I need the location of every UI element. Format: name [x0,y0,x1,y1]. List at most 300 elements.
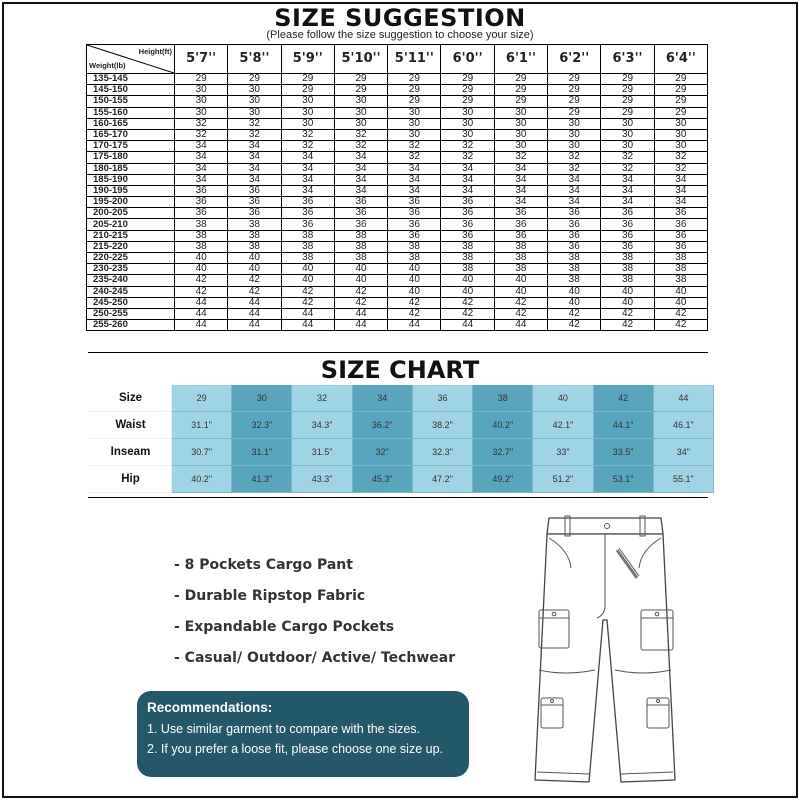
suggested-size-cell: 40 [175,264,228,275]
suggested-size-cell: 42 [228,286,281,297]
suggested-size-cell: 36 [601,241,654,252]
height-header: 5'7'' [175,45,228,74]
table-row [87,264,708,275]
table-row [87,241,708,252]
suggested-size-cell: 30 [548,118,601,129]
suggested-size-cell: 44 [334,308,387,319]
suggested-size-cell: 38 [494,241,547,252]
suggested-size-cell: 40 [281,264,334,275]
suggested-size-cell: 38 [388,241,441,252]
suggested-size-cell: 42 [228,275,281,286]
suggested-size-cell: 42 [601,320,654,331]
height-header: 5'11'' [388,45,441,74]
suggested-size-cell: 34 [281,174,334,185]
suggested-size-cell: 36 [654,208,707,219]
suggested-size-cell: 42 [334,297,387,308]
suggested-size-cell: 34 [654,197,707,208]
size-chart-cell: 55.1" [654,466,714,493]
suggested-size-cell: 32 [494,152,547,163]
suggested-size-cell: 42 [281,286,334,297]
size-chart-cell: 30.7" [172,439,232,466]
suggested-size-cell: 36 [175,197,228,208]
suggested-size-cell: 44 [441,320,494,331]
size-chart-cell: 32 [292,385,352,412]
size-suggestion-table [86,44,708,331]
weight-range-cell: 190-195 [87,185,175,196]
suggested-size-cell: 30 [494,118,547,129]
suggested-size-cell: 32 [334,129,387,140]
suggested-size-cell: 44 [281,320,334,331]
suggested-size-cell: 36 [441,197,494,208]
suggested-size-cell: 40 [601,297,654,308]
feature-list [174,557,455,681]
height-header: 6'3'' [601,45,654,74]
suggested-size-cell: 32 [281,129,334,140]
suggested-size-cell: 38 [388,253,441,264]
weight-axis-label: Weight(lb) [89,61,126,70]
suggested-size-cell: 38 [548,264,601,275]
suggested-size-cell: 29 [281,74,334,85]
size-chart-cell: 30 [232,385,292,412]
suggested-size-cell: 29 [441,74,494,85]
suggested-size-cell: 34 [281,185,334,196]
section-divider [88,497,708,498]
suggested-size-cell: 42 [175,286,228,297]
size-chart-row-label: Size [90,385,172,412]
suggested-size-cell: 29 [548,107,601,118]
suggested-size-cell: 40 [334,264,387,275]
size-chart-cell: 47.2" [413,466,473,493]
suggested-size-cell: 30 [601,118,654,129]
recommendations-heading: Recommendations: [147,700,273,715]
suggested-size-cell: 29 [601,96,654,107]
suggested-size-cell: 29 [388,74,441,85]
suggested-size-cell: 44 [228,320,281,331]
recommendation-item: 2. If you prefer a loose fit, please choose one size up. [147,742,444,756]
size-chart-cell: 43.3" [292,466,352,493]
suggested-size-cell: 44 [388,320,441,331]
suggested-size-cell: 42 [494,308,547,319]
suggested-size-cell: 34 [548,185,601,196]
size-chart-cell: 49.2" [473,466,533,493]
suggested-size-cell: 36 [334,219,387,230]
suggested-size-cell: 36 [601,208,654,219]
size-chart-cell: 40.2" [473,412,533,439]
suggested-size-cell: 30 [441,129,494,140]
suggested-size-cell: 40 [548,297,601,308]
suggested-size-cell: 32 [175,118,228,129]
suggested-size-cell: 40 [494,275,547,286]
height-axis-label: Height(ft) [138,47,172,56]
suggested-size-cell: 32 [654,152,707,163]
suggested-size-cell: 30 [388,129,441,140]
suggested-size-cell: 44 [281,308,334,319]
suggested-size-cell: 34 [281,163,334,174]
suggested-size-cell: 44 [175,320,228,331]
size-chart-cell: 34.3" [292,412,352,439]
size-chart-cell: 38 [473,385,533,412]
size-chart-row [90,412,714,439]
suggested-size-cell: 32 [441,152,494,163]
feature-item: - Casual/ Outdoor/ Active/ Techwear [174,650,456,666]
size-chart-row [90,385,714,412]
size-chart-cell: 31.1" [232,439,292,466]
suggested-size-cell: 30 [388,107,441,118]
suggested-size-cell: 30 [281,107,334,118]
suggested-size-cell: 36 [281,219,334,230]
weight-range-cell: 150-155 [87,96,175,107]
size-chart-cell: 31.1" [172,412,232,439]
suggested-size-cell: 32 [388,141,441,152]
size-chart-row-label: Inseam [90,439,172,466]
weight-range-cell: 200-205 [87,208,175,219]
suggested-size-cell: 36 [441,219,494,230]
suggested-size-cell: 30 [441,118,494,129]
suggested-size-cell: 34 [494,174,547,185]
suggested-size-cell: 36 [334,208,387,219]
suggested-size-cell: 42 [388,308,441,319]
suggested-size-cell: 36 [228,185,281,196]
suggested-size-cell: 36 [281,197,334,208]
suggested-size-cell: 30 [175,85,228,96]
suggested-size-cell: 38 [441,264,494,275]
suggested-size-cell: 29 [494,96,547,107]
table-row [87,275,708,286]
suggested-size-cell: 32 [228,118,281,129]
suggested-size-cell: 29 [281,85,334,96]
feature-item: - 8 Pockets Cargo Pant [174,557,353,573]
suggested-size-cell: 29 [654,85,707,96]
suggested-size-cell: 38 [334,241,387,252]
suggested-size-cell: 29 [494,85,547,96]
suggested-size-cell: 36 [228,208,281,219]
suggested-size-cell: 30 [654,129,707,140]
suggested-size-cell: 29 [654,74,707,85]
table-row [87,286,708,297]
suggested-size-cell: 30 [228,96,281,107]
size-chart-row [90,466,714,493]
suggested-size-cell: 40 [388,286,441,297]
suggested-size-cell: 34 [228,152,281,163]
suggested-size-cell: 34 [175,174,228,185]
suggested-size-cell: 34 [175,163,228,174]
suggested-size-cell: 40 [281,275,334,286]
weight-range-cell: 250-255 [87,308,175,319]
suggested-size-cell: 34 [228,141,281,152]
suggested-size-cell: 30 [334,118,387,129]
suggested-size-cell: 40 [601,286,654,297]
suggested-size-cell: 42 [441,297,494,308]
table-row [87,96,708,107]
table-row [87,219,708,230]
recommendation-item: 1. Use similar garment to compare with the sizes. [147,722,421,736]
suggested-size-cell: 36 [494,208,547,219]
suggested-size-cell: 36 [654,219,707,230]
suggested-size-cell: 36 [388,219,441,230]
suggested-size-cell: 29 [334,74,387,85]
suggested-size-cell: 29 [548,74,601,85]
suggested-size-cell: 34 [334,174,387,185]
suggested-size-cell: 29 [494,74,547,85]
weight-range-cell: 165-170 [87,129,175,140]
suggested-size-cell: 36 [281,208,334,219]
suggested-size-cell: 40 [494,286,547,297]
table-row [87,163,708,174]
suggested-size-cell: 38 [654,264,707,275]
weight-range-cell: 205-210 [87,219,175,230]
suggested-size-cell: 38 [441,241,494,252]
size-chart-cell: 42 [594,385,654,412]
weight-range-cell: 235-240 [87,275,175,286]
suggested-size-cell: 30 [601,141,654,152]
suggested-size-cell: 34 [281,152,334,163]
suggested-size-cell: 29 [601,107,654,118]
suggested-size-cell: 29 [654,96,707,107]
suggested-size-cell: 40 [334,275,387,286]
suggested-size-cell: 29 [441,85,494,96]
size-chart-table [90,385,714,493]
suggested-size-cell: 44 [494,320,547,331]
suggested-size-cell: 29 [175,74,228,85]
size-chart-cell: 29 [172,385,232,412]
suggested-size-cell: 44 [228,308,281,319]
weight-range-cell: 135-145 [87,74,175,85]
suggested-size-cell: 30 [654,118,707,129]
table-row [87,308,708,319]
suggested-size-cell: 38 [548,275,601,286]
suggested-size-cell: 36 [494,230,547,241]
size-chart-cell: 31.5" [292,439,352,466]
table-row [87,320,708,331]
suggested-size-cell: 34 [388,174,441,185]
suggested-size-cell: 42 [548,308,601,319]
table-row [87,152,708,163]
size-chart-cell: 32" [353,439,413,466]
size-chart-cell: 41.3" [232,466,292,493]
size-chart-cell: 32.7" [473,439,533,466]
suggested-size-cell: 36 [441,230,494,241]
table-row [87,230,708,241]
height-header: 6'0'' [441,45,494,74]
size-chart-cell: 42.1" [533,412,593,439]
suggested-size-cell: 38 [228,219,281,230]
suggested-size-cell: 29 [548,85,601,96]
suggested-size-cell: 34 [441,163,494,174]
suggested-size-cell: 29 [228,74,281,85]
suggested-size-cell: 34 [494,185,547,196]
suggested-size-cell: 30 [548,141,601,152]
suggested-size-cell: 36 [548,219,601,230]
weight-range-cell: 210-215 [87,230,175,241]
suggested-size-cell: 44 [228,297,281,308]
suggested-size-cell: 30 [334,96,387,107]
suggested-size-cell: 34 [334,185,387,196]
suggested-size-cell: 40 [441,286,494,297]
suggested-size-cell: 36 [601,219,654,230]
suggested-size-cell: 30 [175,96,228,107]
suggested-size-cell: 40 [228,253,281,264]
size-chart-cell: 45.3" [353,466,413,493]
suggested-size-cell: 30 [654,141,707,152]
suggested-size-cell: 34 [175,152,228,163]
suggested-size-cell: 44 [175,308,228,319]
suggested-size-cell: 29 [334,85,387,96]
suggested-size-cell: 36 [388,230,441,241]
weight-range-cell: 185-190 [87,174,175,185]
suggested-size-cell: 38 [334,253,387,264]
size-chart-cell: 40.2" [172,466,232,493]
suggested-size-cell: 36 [175,208,228,219]
suggested-size-cell: 34 [228,174,281,185]
height-header: 6'2'' [548,45,601,74]
size-chart-cell: 36.2" [353,412,413,439]
table-row [87,74,708,85]
table-row [87,141,708,152]
suggested-size-cell: 29 [601,74,654,85]
suggested-size-cell: 38 [601,275,654,286]
table-row [87,85,708,96]
suggested-size-cell: 38 [228,241,281,252]
suggested-size-cell: 38 [548,253,601,264]
suggested-size-cell: 38 [175,219,228,230]
suggested-size-cell: 36 [494,219,547,230]
suggested-size-cell: 32 [548,163,601,174]
weight-range-cell: 175-180 [87,152,175,163]
suggested-size-cell: 34 [334,152,387,163]
table-row [87,185,708,196]
size-chart-cell: 38.2" [413,412,473,439]
suggested-size-cell: 36 [388,197,441,208]
table-row [87,297,708,308]
weight-range-cell: 180-185 [87,163,175,174]
feature-item: - Expandable Cargo Pockets [174,619,395,635]
weight-range-cell: 160-165 [87,118,175,129]
suggested-size-cell: 36 [654,230,707,241]
suggested-size-cell: 34 [494,197,547,208]
suggested-size-cell: 44 [334,320,387,331]
size-chart-cell: 44 [654,385,714,412]
table-row [87,107,708,118]
suggested-size-cell: 29 [388,96,441,107]
suggested-size-cell: 34 [601,185,654,196]
suggested-size-cell: 38 [601,264,654,275]
size-chart-cell: 34 [353,385,413,412]
suggested-size-cell: 32 [281,141,334,152]
suggested-size-cell: 34 [548,197,601,208]
suggested-size-cell: 34 [228,163,281,174]
suggested-size-cell: 30 [281,96,334,107]
suggested-size-cell: 29 [548,96,601,107]
table-row [87,174,708,185]
table-row [87,197,708,208]
suggested-size-cell: 38 [494,253,547,264]
suggested-size-cell: 29 [388,85,441,96]
suggested-size-cell: 42 [388,297,441,308]
size-chart-row-label: Waist [90,412,172,439]
weight-range-cell: 220-225 [87,253,175,264]
suggested-size-cell: 30 [281,118,334,129]
suggested-size-cell: 30 [334,107,387,118]
size-chart-row-label: Hip [90,466,172,493]
weight-range-cell: 255-260 [87,320,175,331]
cargo-pants-icon [525,510,685,790]
suggested-size-cell: 42 [441,308,494,319]
suggested-size-cell: 32 [228,129,281,140]
suggested-size-cell: 40 [388,275,441,286]
weight-range-cell: 240-245 [87,286,175,297]
suggested-size-cell: 30 [228,85,281,96]
section-divider [88,352,708,353]
size-chart-cell: 46.1" [654,412,714,439]
suggested-size-cell: 34 [441,185,494,196]
suggested-size-cell: 42 [175,275,228,286]
suggested-size-cell: 34 [601,197,654,208]
suggested-size-cell: 38 [494,264,547,275]
suggested-size-cell: 29 [601,85,654,96]
suggested-size-cell: 34 [334,163,387,174]
suggested-size-cell: 40 [175,253,228,264]
height-header: 5'10'' [334,45,387,74]
weight-range-cell: 195-200 [87,197,175,208]
suggested-size-cell: 40 [441,275,494,286]
suggested-size-cell: 34 [654,185,707,196]
size-chart-cell: 32.3" [232,412,292,439]
suggested-size-cell: 36 [228,197,281,208]
suggested-size-cell: 30 [494,107,547,118]
suggested-size-cell: 30 [175,107,228,118]
suggested-size-cell: 38 [601,253,654,264]
suggested-size-cell: 30 [228,107,281,118]
suggested-size-cell: 34 [601,174,654,185]
size-chart-title: SIZE CHART [320,356,480,384]
suggested-size-cell: 34 [654,174,707,185]
suggested-size-cell: 29 [654,107,707,118]
height-header: 5'9'' [281,45,334,74]
height-header: 5'8'' [228,45,281,74]
suggested-size-cell: 38 [281,241,334,252]
suggested-size-cell: 36 [388,208,441,219]
size-chart-cell: 32.3" [413,439,473,466]
corner-cell [87,45,175,74]
table-row [87,129,708,140]
suggested-size-cell: 40 [654,297,707,308]
suggested-size-cell: 34 [388,163,441,174]
feature-item: - Durable Ripstop Fabric [174,588,366,604]
suggested-size-cell: 32 [601,163,654,174]
suggested-size-cell: 36 [548,241,601,252]
recommendations-box [137,691,469,777]
suggested-size-cell: 30 [494,141,547,152]
suggested-size-cell: 36 [175,185,228,196]
suggested-size-cell: 40 [228,264,281,275]
suggested-size-cell: 38 [281,230,334,241]
weight-range-cell: 170-175 [87,141,175,152]
size-chart-cell: 36 [413,385,473,412]
size-suggestion-header-row [87,45,708,74]
table-row [87,118,708,129]
height-header: 6'4'' [654,45,707,74]
suggested-size-cell: 36 [441,208,494,219]
height-header: 6'1'' [494,45,547,74]
weight-range-cell: 145-150 [87,85,175,96]
size-chart-row [90,439,714,466]
size-chart-cell: 34" [654,439,714,466]
weight-range-cell: 245-250 [87,297,175,308]
suggested-size-cell: 38 [281,253,334,264]
weight-range-cell: 230-235 [87,264,175,275]
suggested-size-cell: 42 [548,320,601,331]
weight-range-cell: 155-160 [87,107,175,118]
